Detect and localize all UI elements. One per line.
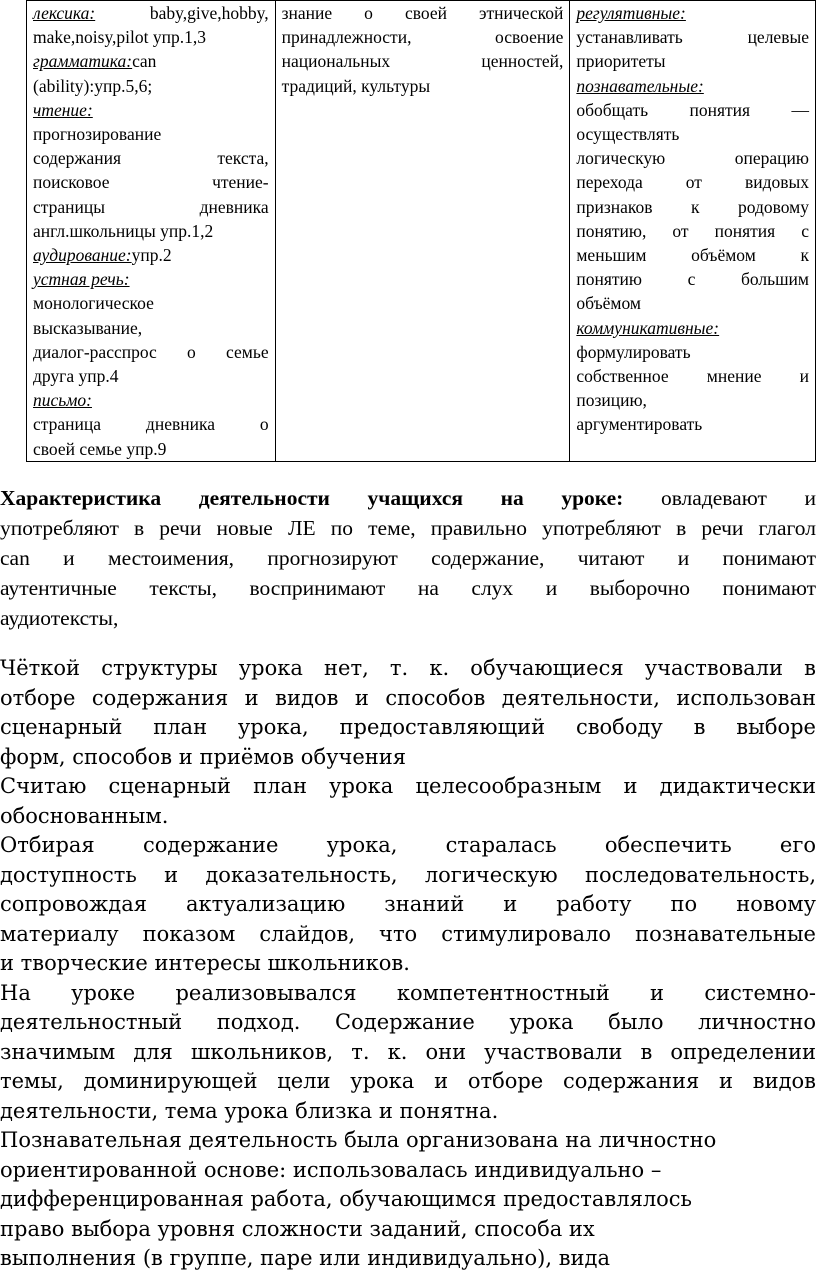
text-line: аутентичные тексты, воспринимают на слух и выборочно понимают — [0, 576, 816, 600]
text-line: Характеристика деятельности учащихся на уроке: овладевают и — [0, 486, 816, 510]
cell-line: перехода от видовых — [576, 172, 809, 193]
table-row — [27, 1, 816, 462]
text-line: право выбора уровня сложности заданий, способа их — [0, 1216, 595, 1241]
cell-line: друга упр.4 — [33, 366, 119, 387]
text-line: употребляют в речи новые ЛЕ по теме, правильно употребляют в речи глагол — [0, 516, 816, 540]
personal-results-cell — [275, 1, 570, 462]
text-line: обоснованным. — [0, 803, 169, 828]
cell-line: устанавливать целевые — [576, 27, 809, 48]
cell-line — [33, 388, 269, 412]
cell-line: национальных ценностей, — [281, 51, 564, 72]
cell-line — [576, 1, 809, 25]
text-line: Считаю сценарный план урока целесообразным и дидактически — [0, 774, 816, 798]
cell-line: страница дневника о — [33, 414, 269, 435]
text-line: деятельности, тема урока близка и понятна. — [0, 1098, 499, 1123]
cell-line: монологическое — [33, 293, 154, 314]
subject-results-cell — [27, 1, 276, 462]
cell-line — [576, 316, 809, 340]
cell-line: формулировать — [576, 341, 691, 362]
section-heading: письмо: — [33, 390, 92, 411]
cell-line: поисковое чтение- — [33, 172, 269, 193]
section-heading: устная речь: — [33, 269, 130, 290]
cell-line: страницы дневника — [33, 196, 269, 217]
metasubject-results-cell — [570, 1, 816, 462]
cell-line: понятию, от понятия с — [576, 220, 809, 241]
cell-line — [576, 74, 809, 98]
cell-line: (ability):упр.5,6; — [33, 75, 153, 96]
section-heading: лексика: — [33, 3, 96, 23]
cell-line: высказывание, — [33, 317, 143, 338]
activity-heading: Характеристика деятельности учащихся на уроке: — [0, 486, 624, 510]
text-line: сценарный план урока, предоставляющий свободу в выборе — [0, 715, 816, 739]
cell-line: принадлежности, освоение — [281, 27, 564, 48]
cell-line: объёмом — [576, 293, 641, 314]
cell-line: приоритеты — [576, 51, 666, 72]
lesson-analysis-text — [0, 654, 816, 1274]
cell-line: аргументировать — [576, 414, 703, 435]
section-heading: регулятивные: — [576, 3, 686, 23]
text-line: На уроке реализовывался компетентностный и системно- — [0, 980, 816, 1005]
cell-line: аудирование:упр.2 — [33, 245, 172, 266]
text-line: can и местоимения, прогнозируют содержание, читают и понимают — [0, 546, 816, 570]
text-line: дифференцированная работа, обучающимся предоставлялось — [0, 1187, 692, 1211]
cell-line — [33, 98, 269, 122]
cell-line: прогнозирование — [33, 124, 162, 145]
cell-line: логическую операцию — [576, 148, 809, 169]
activity-characteristic — [0, 483, 816, 633]
text-line: Отбирая содержание урока, старалась обеспечить его — [0, 833, 816, 857]
cell-line: знание о своей этнической — [281, 3, 564, 23]
cell-line: англ.школьницы упр.1,2 — [33, 220, 214, 241]
cell-line: диалог-расспрос о семье — [33, 341, 269, 362]
text-line: сопровождая актуализацию знаний и работу по новому — [0, 892, 816, 916]
cell-line: make,noisy,pilot упр.1,3 — [33, 27, 207, 48]
cell-line: признаков к родовому — [576, 196, 809, 217]
text-line: отборе содержания и видов и способов деятельности, использован — [0, 685, 816, 710]
cell-line: осуществлять — [576, 124, 680, 145]
cell-line: традиций, культуры — [281, 75, 431, 96]
cell-line: понятию с большим — [576, 269, 809, 290]
section-heading: познавательные: — [576, 75, 704, 96]
cell-line: обобщать понятия — — [576, 99, 809, 120]
text-line: темы, доминирующей цели урока и отборе содержания и видов — [0, 1069, 816, 1093]
text-line: и творческие интересы школьников. — [0, 951, 410, 975]
cell-line: меньшим объёмом к — [576, 245, 809, 266]
text-line: аудиотексты, — [0, 606, 119, 630]
text-line: Познавательная деятельность была организована на личностно — [0, 1128, 717, 1152]
section-heading: чтение: — [33, 99, 93, 120]
text-line: доступность и доказательность, логическую последовательность, — [0, 862, 816, 887]
text-line: материалу показом слайдов, что стимулировало познавательные — [0, 921, 816, 946]
text-line: выполнения (в группе, паре или индивидуально), вида — [0, 1246, 610, 1270]
cell-line: позицию, — [576, 390, 647, 411]
section-heading: коммуникативные: — [576, 317, 720, 338]
lesson-results-table — [26, 0, 816, 462]
text-line: форм, способов и приёмов обучения — [0, 744, 407, 769]
section-heading: аудирование: — [33, 245, 132, 266]
text-line: значимым для школьников, т. к. они участвовали в определении — [0, 1039, 816, 1064]
cell-line: содержания текста, — [33, 148, 269, 169]
cell-line: собственное мнение и — [576, 366, 809, 387]
cell-line: лексика: baby,give,hobby, — [33, 3, 269, 23]
text-line: ориентированной основе: использовалась индивидуально – — [0, 1157, 662, 1182]
cell-line — [33, 267, 269, 291]
text-line: Чёткой структуры урока нет, т. к. обучающиеся участвовали в — [0, 656, 816, 680]
cell-line: грамматика:can — [33, 51, 157, 72]
cell-line: своей семье упр.9 — [33, 438, 167, 459]
text-line: деятельностный подход. Содержание урока было личностно — [0, 1010, 816, 1034]
section-heading: грамматика: — [33, 51, 133, 72]
